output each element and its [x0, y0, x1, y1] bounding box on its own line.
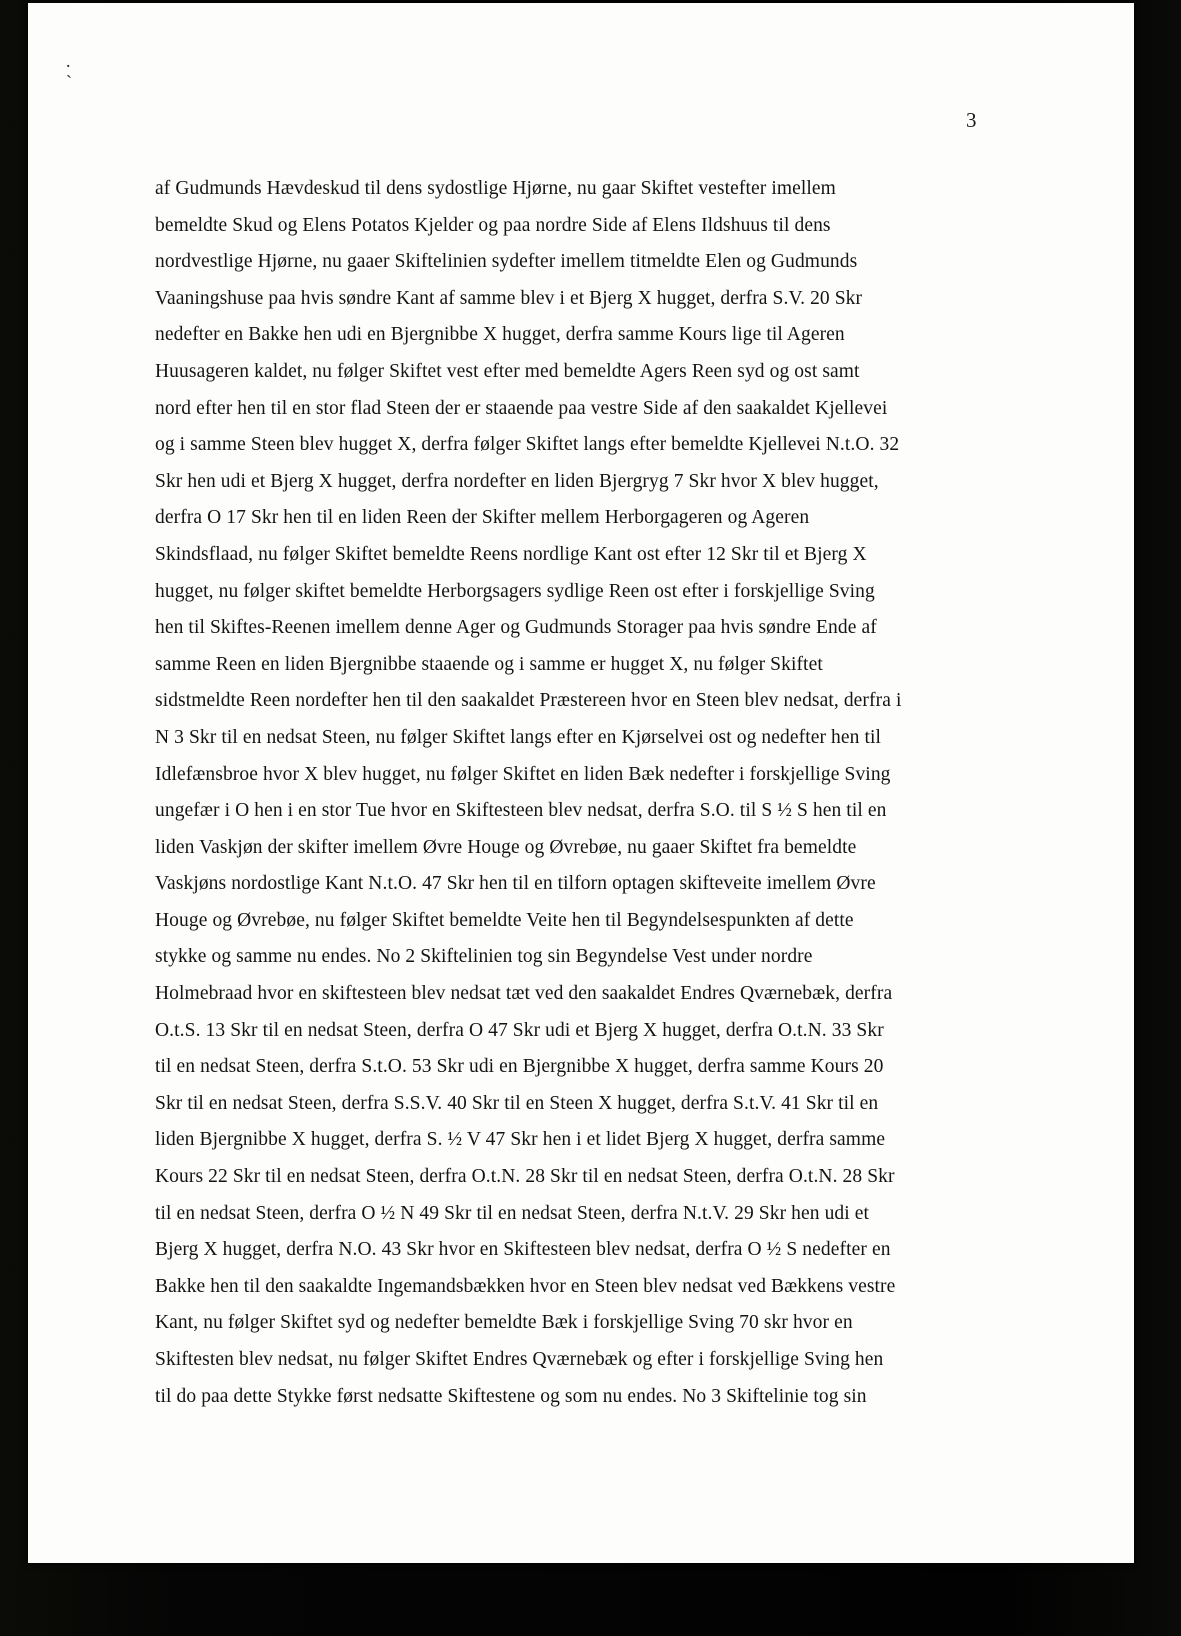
text-line: nordvestlige Hjørne, nu gaaer Skiftelinien sydefter imellem titmeldte Elen og Gudmunds [155, 251, 858, 273]
text-line: Houge og Øvrebøe, nu følger Skiftet bemeldte Veite hen til Begyndelsespunkten af dette [155, 909, 854, 931]
text-line: Vaskjøns nordostlige Kant N.t.O. 47 Skr hen til en tilforn optagen skifteveite imellem Øvre [155, 873, 876, 895]
text-line: Huusageren kaldet, nu følger Skiftet vest efter med bemeldte Agers Reen syd og ost samt [155, 360, 860, 382]
text-line: sidstmeldte Reen nordefter hen til den saakaldet Præstereen hvor en Steen blev nedsat, derfra i [155, 690, 902, 712]
text-line: Skr til en nedsat Steen, derfra S.S.V. 40 Skr til en Steen X hugget, derfra S.t.V. 41 Skr til en [155, 1092, 879, 1114]
text-line: Skr hen udi et Bjerg X hugget, derfra nordefter en liden Bjergryg 7 Skr hvor X blev hugget, [155, 470, 879, 492]
text-line: og i samme Steen blev hugget X, derfra følger Skiftet langs efter bemeldte Kjellevei N.t.O. 32 [155, 434, 900, 456]
text-line: til en nedsat Steen, derfra O ½ N 49 Skr til en nedsat Steen, derfra N.t.V. 29 Skr hen udi et [155, 1202, 870, 1224]
stray-pen-marks: . ˋ [66, 51, 130, 92]
text-line: hugget, nu følger skiftet bemeldte Herborgsagers sydlige Reen ost efter i forskjellige Sving [155, 580, 875, 602]
text-line: liden Bjergnibbe X hugget, derfra S. ½ V 47 Skr hen i et lidet Bjerg X hugget, derfra samme [155, 1129, 886, 1151]
text-line: ungefær i O hen i en stor Tue hvor en Skiftesteen blev nedsat, derfra S.O. til S ½ S hen til en [155, 800, 887, 822]
text-line: stykke og samme nu endes. No 2 Skiftelinien tog sin Begyndelse Vest under nordre [155, 946, 813, 968]
document-page [28, 3, 1134, 1563]
text-line: nedefter en Bakke hen udi en Bjergnibbe X hugget, derfra samme Kours lige til Ageren [155, 324, 845, 346]
text-line: Idlefænsbroe hvor X blev hugget, nu følger Skiftet en liden Bæk nedefter i forskjellige Sving [155, 763, 891, 785]
text-line: bemeldte Skud og Elens Potatos Kjelder og paa nordre Side af Elens Ildshuus til dens [155, 214, 831, 236]
text-line: nord efter hen til en stor flad Steen der er staaende paa vestre Side af den saakaldet Kjellevei [155, 397, 888, 419]
text-line: derfra O 17 Skr hen til en liden Reen der Skifter mellem Herborgageren og Ageren [155, 507, 810, 529]
text-line: af Gudmunds Hævdeskud til dens sydostlige Hjørne, nu gaar Skiftet vestefter imellem [155, 178, 836, 199]
text-line: Bakke hen til den saakaldte Ingemandsbækken hvor en Steen blev nedsat ved Bækkens vestre [155, 1275, 896, 1297]
text-line: Kours 22 Skr til en nedsat Steen, derfra O.t.N. 28 Skr til en nedsat Steen, derfra O.t.N. 28 Skr [155, 1166, 895, 1188]
text-line: til en nedsat Steen, derfra S.t.O. 53 Skr udi en Bjergnibbe X hugget, derfra samme Kours 20 [155, 1056, 884, 1078]
text-line: til do paa dette Stykke først nedsatte Skiftestene og som nu endes. No 3 Skiftelinie tog sin [155, 1385, 867, 1407]
text-line: Vaaningshuse paa hvis søndre Kant af samme blev i et Bjerg X hugget, derfra S.V. 20 Skr [155, 287, 863, 309]
text-line: liden Vaskjøn der skifter imellem Øvre Houge og Øvrebøe, nu gaaer Skiftet fra bemeldte [155, 836, 857, 858]
page-number: 3 [966, 108, 977, 132]
text-line: hen til Skiftes-Reenen imellem denne Ager og Gudmunds Storager paa hvis søndre Ende af [155, 617, 877, 639]
text-line: Holmebraad hvor en skiftesteen blev nedsat tæt ved den saakaldet Endres Qværnebæk, derfra [155, 983, 893, 1005]
text-line: N 3 Skr til en nedsat Steen, nu følger Skiftet langs efter en Kjørselvei ost og nedefter hen til [155, 726, 882, 748]
text-line: O.t.S. 13 Skr til en nedsat Steen, derfra O 47 Skr udi et Bjerg X hugget, derfra O.t.N. 33 Skr [155, 1019, 884, 1041]
text-line: Skindsflaad, nu følger Skiftet bemeldte Reens nordlige Kant ost efter 12 Skr til et Bjerg X [155, 543, 867, 565]
text-line: Skiftesten blev nedsat, nu følger Skiftet Endres Qværnebæk og efter i forskjellige Sving hen [155, 1349, 884, 1370]
text-block [155, 171, 1015, 1415]
text-line: Bjerg X hugget, derfra N.O. 43 Skr hvor en Skiftesteen blev nedsat, derfra O ½ S nedefter en [155, 1239, 891, 1261]
text-line: Kant, nu følger Skiftet syd og nedefter bemeldte Bæk i forskjellige Sving 70 skr hvor en [155, 1312, 853, 1334]
text-line: samme Reen en liden Bjergnibbe staaende og i samme er hugget X, nu følger Skiftet [155, 653, 823, 675]
